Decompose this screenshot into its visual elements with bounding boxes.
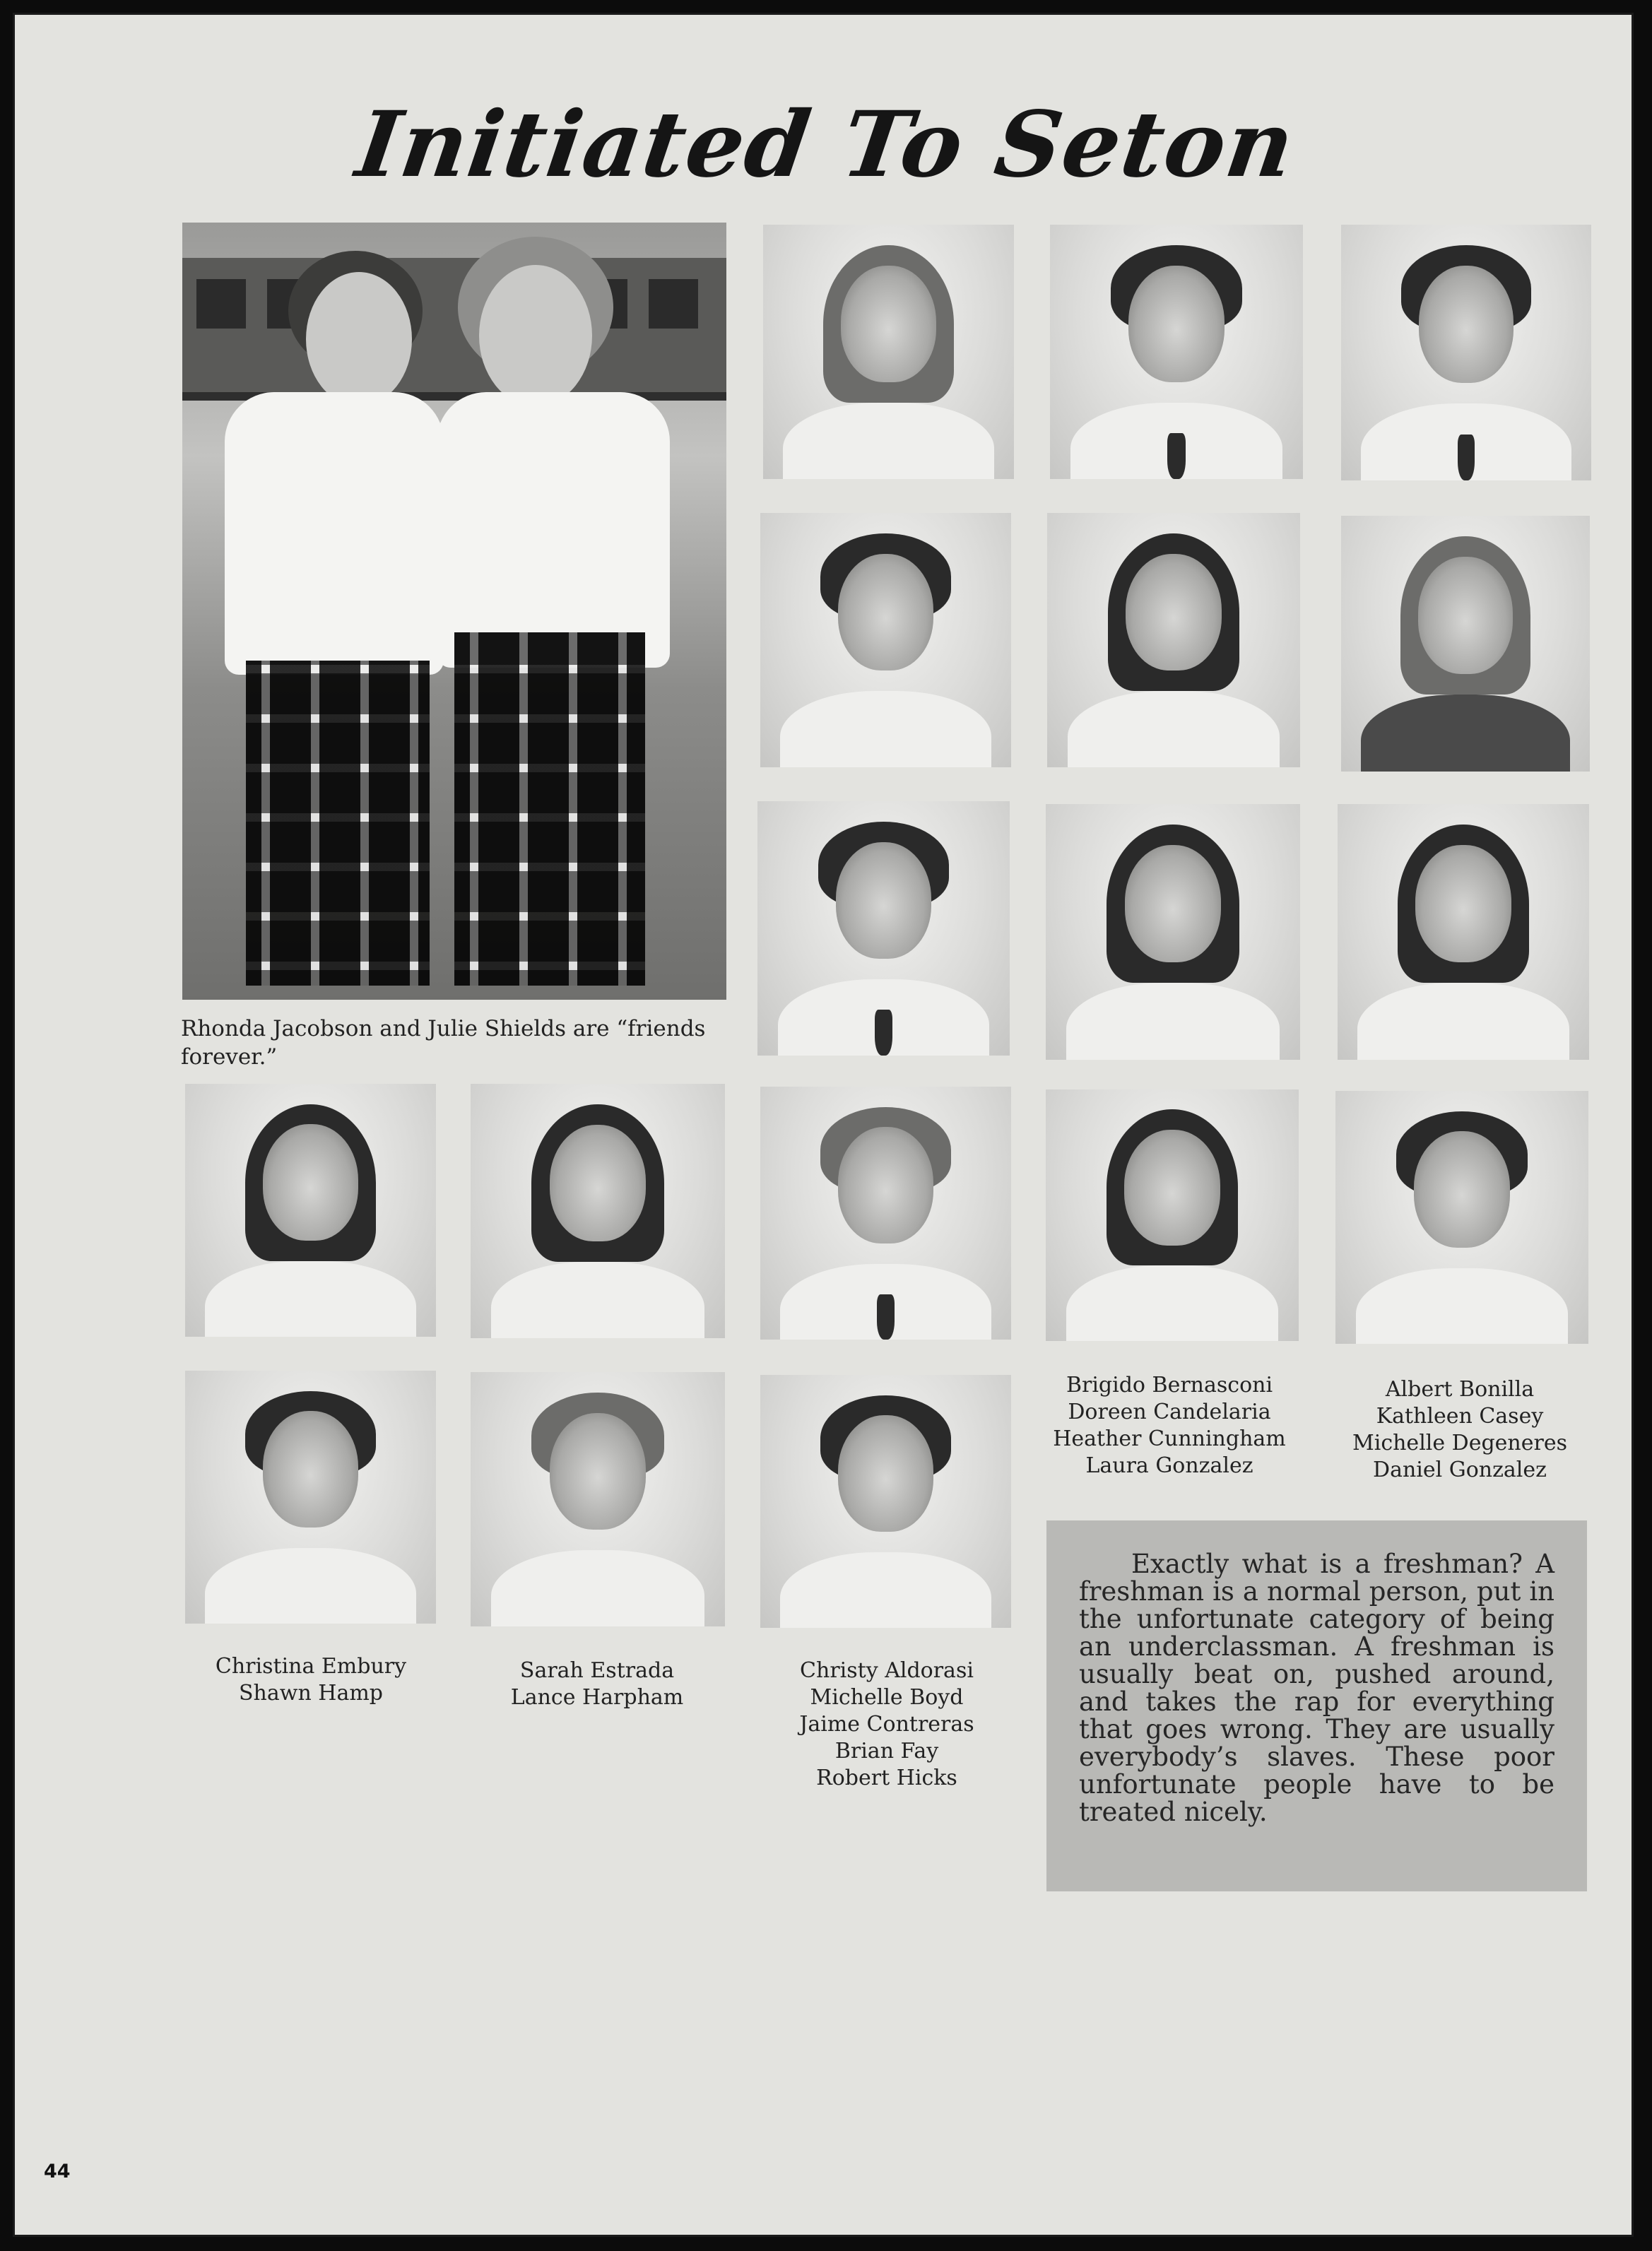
portrait (1046, 1089, 1299, 1341)
student-name: Kathleen Casey (1376, 1404, 1544, 1429)
student-name: Jaime Contreras (799, 1712, 974, 1737)
portrait (1047, 513, 1300, 767)
portrait (185, 1084, 436, 1337)
student-name: Laura Gonzalez (1085, 1453, 1253, 1478)
portrait (760, 513, 1011, 767)
school-bus (182, 258, 726, 401)
portrait (760, 1087, 1011, 1340)
portrait (760, 1375, 1011, 1628)
student-name: Doreen Candelaria (1068, 1400, 1271, 1424)
student-name: Robert Hicks (816, 1766, 957, 1790)
freshman-essay-box (1046, 1520, 1587, 1891)
portrait (1338, 804, 1589, 1060)
student-name: Shawn Hamp (239, 1681, 383, 1706)
portrait (185, 1371, 436, 1624)
portrait (1050, 225, 1303, 479)
student-name: Christina Embury (215, 1654, 407, 1679)
page-number: 44 (44, 2161, 71, 2182)
feature-photo (182, 223, 726, 1000)
name-group (177, 1653, 445, 1707)
portrait (757, 801, 1010, 1056)
student-name: Sarah Estrada (519, 1658, 675, 1683)
student-name: Christy Aldorasi (800, 1658, 974, 1683)
student-name: Brian Fay (834, 1739, 939, 1763)
student-name: Daniel Gonzalez (1373, 1458, 1547, 1482)
portrait (471, 1084, 725, 1338)
portrait (1341, 225, 1591, 480)
name-group (1326, 1376, 1594, 1484)
portrait (1341, 516, 1590, 772)
student-name: Albert Bonilla (1385, 1377, 1535, 1402)
essay-text: Exactly what is a freshman? A freshman is a normal person, put in the unfortunate category of being an underclassman. A freshman is usually beat on, pushed around, and takes the rap for everything that goes wrong. They are usually everybody’s slaves. These poor unfortunate people have to be treated nicely. (1079, 1549, 1554, 1827)
student-name: Michelle Boyd (810, 1685, 964, 1710)
feature-photo-caption: Rhonda Jacobson and Julie Shields are “friends forever.” (181, 1016, 706, 1070)
portrait (471, 1372, 725, 1626)
student-name: Heather Cunningham (1053, 1426, 1286, 1451)
name-group (463, 1658, 731, 1711)
name-group (1035, 1372, 1304, 1479)
portrait (1335, 1091, 1588, 1344)
student-name: Lance Harpham (510, 1685, 684, 1710)
student-name: Michelle Degeneres (1352, 1431, 1567, 1455)
portrait (763, 225, 1014, 479)
page-title: Initiated To Seton (350, 92, 1302, 198)
name-group (753, 1658, 1021, 1792)
portrait (1046, 804, 1300, 1060)
student-name: Brigido Bernasconi (1066, 1373, 1273, 1398)
